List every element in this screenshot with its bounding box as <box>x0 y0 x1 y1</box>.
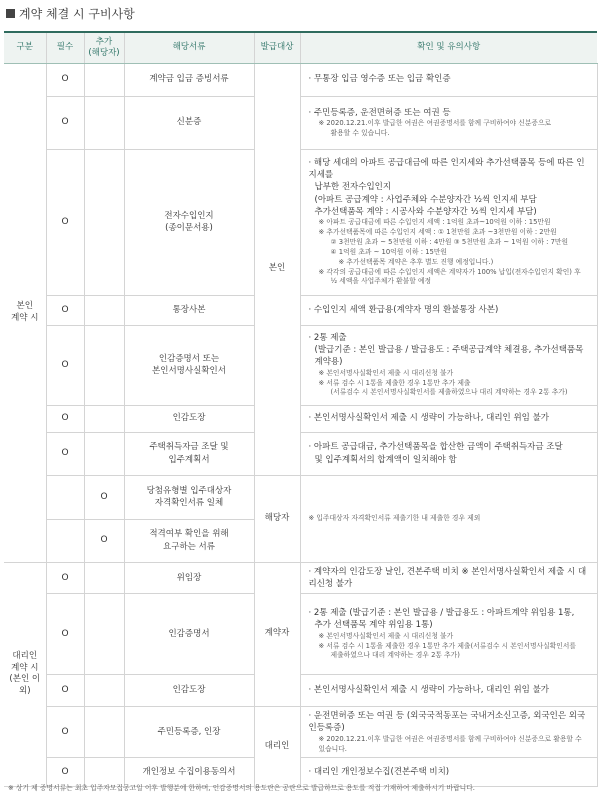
text-line: (해당자) <box>88 47 120 58</box>
header-additional <box>84 32 124 63</box>
text-line: 본인서명사실확인서 <box>152 366 226 376</box>
note-remark: (서류검수 시 본인서명사실확인서를 제출하였으나 대리 계약하는 경우 2통 추가) <box>330 388 568 397</box>
note-remark: ※ 서류 검수 시 1통을 제출한 경우 1통만 추가 제출(서류검수 시 본인서명사실확인서를 <box>318 641 576 650</box>
header-required: 필수 <box>46 32 84 63</box>
table-row <box>4 295 597 325</box>
text-line: 신분증 <box>176 117 202 128</box>
note-remark: 제출하였으나 대리 계약하는 경우 2통 추가) <box>330 651 460 660</box>
note-line: · 운전면허증 또는 여권 등 (외국국적동포는 국내거소신고증, 외국인은 외국인등록증) <box>308 711 586 734</box>
note-line: · 수입인지 세액 환급용(계약자 명의 환불통장 사본) <box>308 304 499 315</box>
notes-cell <box>300 475 597 562</box>
text-line: 인감증명서 <box>168 628 210 639</box>
required-mark: O <box>46 758 84 787</box>
header-target: 발급대상 <box>254 32 300 63</box>
document-name <box>124 707 254 758</box>
additional-mark: O <box>84 475 124 519</box>
required-mark: O <box>46 149 84 295</box>
notes-cell <box>300 405 597 432</box>
note-remark: ④ 1억원 초과 ~ 10억원 이하 : 15만원 <box>330 247 447 256</box>
target-agent: 대리인 <box>254 707 300 787</box>
note-line: 납부한 전자수입인지 <box>314 182 392 193</box>
required-mark: O <box>46 325 84 405</box>
table-row <box>4 475 597 519</box>
text-line: 인감도장 <box>172 413 206 424</box>
note-line: · 무통장 입금 영수증 또는 입금 확인증 <box>308 74 451 85</box>
text-line: 적격여부 확인을 위해 <box>149 529 229 540</box>
section-title <box>6 4 135 22</box>
notes-cell <box>300 562 597 594</box>
additional-mark-empty <box>84 675 124 707</box>
additional-mark-empty <box>84 295 124 325</box>
text-line: 인감증명서 또는 <box>158 353 220 364</box>
note-remark: 활용할 수 있습니다. <box>330 128 390 137</box>
note-remark: ② 3천만원 초과 ~ 5천만원 이하 : 4만원 ③ 5천만원 초과 ~ 1억원 이하 : 7만원 <box>330 238 569 247</box>
text-line: 인감도장 <box>172 685 206 696</box>
table-row <box>4 432 597 475</box>
text-line: 요구하는 서류 <box>163 541 215 552</box>
note-remark: ※ 추가선택품목 계약은 추후 별도 진행 예정입니다.) <box>338 257 494 266</box>
document-name <box>124 96 254 149</box>
note-remark: ※ 본인서명사실확인서 제출 시 대리신청 불가 <box>318 368 454 377</box>
note-remark: ※ 2020.12.21.이후 발급한 여권은 여권증명서를 함께 구비하여야 신분증으로 <box>318 118 552 127</box>
note-line: · 본인서명사실확인서 제출 시 생략이 가능하나, 대리인 위임 불가 <box>308 413 550 424</box>
table-row <box>4 149 597 295</box>
text-line: 주택취득자금 조달 및 <box>149 442 229 453</box>
notes-cell <box>300 325 597 405</box>
note-remark: ½ 세액을 사업주체가 환불할 예정 <box>330 277 432 286</box>
text-line: 전자수입인지 <box>164 210 214 221</box>
note-line: (아파트 공급계약 : 사업주체와 수분양자간 ½씩 인지세 부담 <box>314 194 537 205</box>
required-mark: O <box>46 707 84 758</box>
text-line: 자격확인서류 일체 <box>154 498 224 508</box>
text-line: 추가 <box>95 37 113 48</box>
text-line: 계약금 입금 증빙서류 <box>149 74 229 85</box>
note-remark: ※ 추가선택품목에 따른 수입인지 세액 : ① 1천만원 초과 ~3천만원 이하 : 2만원 <box>318 228 557 237</box>
table-row <box>4 594 597 675</box>
note-line: · 2통 제출 <box>308 332 347 343</box>
header-notes: 확인 및 유의사항 <box>300 32 597 63</box>
additional-mark-empty <box>84 707 124 758</box>
additional-mark-empty <box>84 96 124 149</box>
note-line: (발급기준 : 본인 발급용 / 발급용도 : 주택공급계약 체결용, 추가선택품목 계약용) <box>314 345 584 368</box>
document-name <box>124 295 254 325</box>
table-row <box>4 707 597 758</box>
additional-mark-empty <box>84 562 124 594</box>
additional-mark-empty <box>84 63 124 96</box>
required-mark-empty <box>46 475 84 519</box>
document-name <box>124 675 254 707</box>
note-remark: ※ 아파트 공급대금에 따른 수입인지 세액 : 1억원 초과~10억원 이하 : 15만원 <box>318 218 551 227</box>
table-row <box>4 562 597 594</box>
text-line: 계약 시 <box>11 662 39 673</box>
note-line: · 아파트 공급대금, 추가선택품목을 합산한 금액이 주택취득자금 조달 <box>308 442 563 453</box>
required-mark: O <box>46 63 84 96</box>
text-line: 본인 <box>16 300 33 311</box>
table-row <box>4 96 597 149</box>
additional-mark-empty <box>84 325 124 405</box>
required-mark: O <box>46 675 84 707</box>
notes-cell <box>300 149 597 295</box>
note-line: · 주민등록증, 운전면허증 또는 여권 등 <box>308 107 451 118</box>
text-line: 위임장 <box>176 572 202 583</box>
table-row <box>4 63 597 96</box>
additional-mark-empty <box>84 405 124 432</box>
table-row <box>4 405 597 432</box>
document-name <box>124 594 254 675</box>
note-line: · 본인서명사실확인서 제출 시 생략이 가능하나, 대리인 위임 불가 <box>308 685 550 696</box>
footnote: ※ 상기 제 증명서류는 최초 입주자모집공고일 이후 발행분에 한하며, 인감증명서의 용도란은 공란으로 발급하므로 용도를 직접 기재하여 제출하시기 바랍니다. <box>8 784 475 792</box>
required-mark: O <box>46 295 84 325</box>
header-document: 해당서류 <box>124 32 254 63</box>
group-agent <box>4 562 46 787</box>
group-self <box>4 63 46 562</box>
note-line: · 계약자의 인감도장 날인, 견본주택 비치 ※ 본인서명사실확인서 제출 시 대리신청 불가 <box>308 566 587 589</box>
square-bullet-icon <box>6 9 15 18</box>
note-line: 및 입주계획서의 합계액이 일치해야 함 <box>314 454 457 465</box>
target-contractor: 계약자 <box>254 562 300 707</box>
required-mark: O <box>46 96 84 149</box>
note-line: 추가선택품목 계약 : 시공사와 수분양자간 ½씩 인지세 부담) <box>314 207 537 218</box>
note-line: 추가 선택품목 계약 위임용 1통) <box>314 620 433 631</box>
table-header-row <box>4 32 597 63</box>
notes-cell <box>300 63 597 96</box>
document-name <box>124 325 254 405</box>
notes-cell <box>300 96 597 149</box>
text-line: (본인 이외) <box>9 674 41 697</box>
required-mark: O <box>46 405 84 432</box>
text-line: (종이문서용) <box>165 223 213 233</box>
document-name <box>124 432 254 475</box>
additional-mark-empty <box>84 594 124 675</box>
document-name <box>124 475 254 519</box>
section-title-text: 계약 체결 시 구비사항 <box>19 6 135 21</box>
notes-cell <box>300 594 597 675</box>
note-line: · 해당 세대의 아파트 공급대금에 따른 인지세와 추가선택품목 등에 따른 인지세를 <box>308 157 585 181</box>
required-mark: O <box>46 594 84 675</box>
text-line: 입주계획서 <box>168 454 210 465</box>
notes-cell <box>300 432 597 475</box>
table-row <box>4 675 597 707</box>
additional-mark-empty <box>84 149 124 295</box>
target-applicable: 해당자 <box>254 475 300 562</box>
text-line: 당첨유형별 입주대상자 <box>146 485 232 496</box>
notes-cell <box>300 707 597 758</box>
text-line: 계약 시 <box>11 312 39 323</box>
text-line: 통장사본 <box>172 304 206 315</box>
note-remark: ※ 서류 검수 시 1통을 제출한 경우 1통만 추가 제출 <box>318 378 471 387</box>
note-remark: ※ 2020.12.21.이후 발급한 여권은 여권증명서를 함께 구비하여야 신분증으로 활용할 수 있습니다. <box>318 734 582 753</box>
note-remark: ※ 입주대상자 자격확인서류 제출기한 내 제출한 경우 제외 <box>308 513 481 522</box>
document-name <box>124 562 254 594</box>
additional-mark-empty <box>84 432 124 475</box>
required-mark: O <box>46 432 84 475</box>
text-line: 개인정보 수집이용동의서 <box>142 767 236 778</box>
required-mark-empty <box>46 519 84 562</box>
notes-cell <box>300 295 597 325</box>
table-row <box>4 325 597 405</box>
additional-mark: O <box>84 519 124 562</box>
contract-documents-table <box>4 31 598 787</box>
text-line: 주민등록증, 인장 <box>157 727 221 738</box>
target-self: 본인 <box>254 63 300 475</box>
note-remark: ※ 각각의 공급대금에 따른 수입인지 세액은 계약자가 100% 납입(전자수입인지 확인) 후 <box>318 267 581 276</box>
header-category: 구분 <box>4 32 46 63</box>
note-remark: ※ 본인서명사실확인서 제출 시 대리신청 불가 <box>318 631 454 640</box>
text-line: 대리인 <box>12 650 38 661</box>
notes-cell <box>300 675 597 707</box>
document-name <box>124 63 254 96</box>
document-name <box>124 519 254 562</box>
required-mark: O <box>46 562 84 594</box>
document-name <box>124 405 254 432</box>
document-name <box>124 149 254 295</box>
note-line: · 2통 제출 (발급기준 : 본인 발급용 / 발급용도 : 아파트계약 위임용 1통, <box>308 608 575 619</box>
note-line: · 대리인 개인정보수집(견본주택 비치) <box>308 767 450 778</box>
